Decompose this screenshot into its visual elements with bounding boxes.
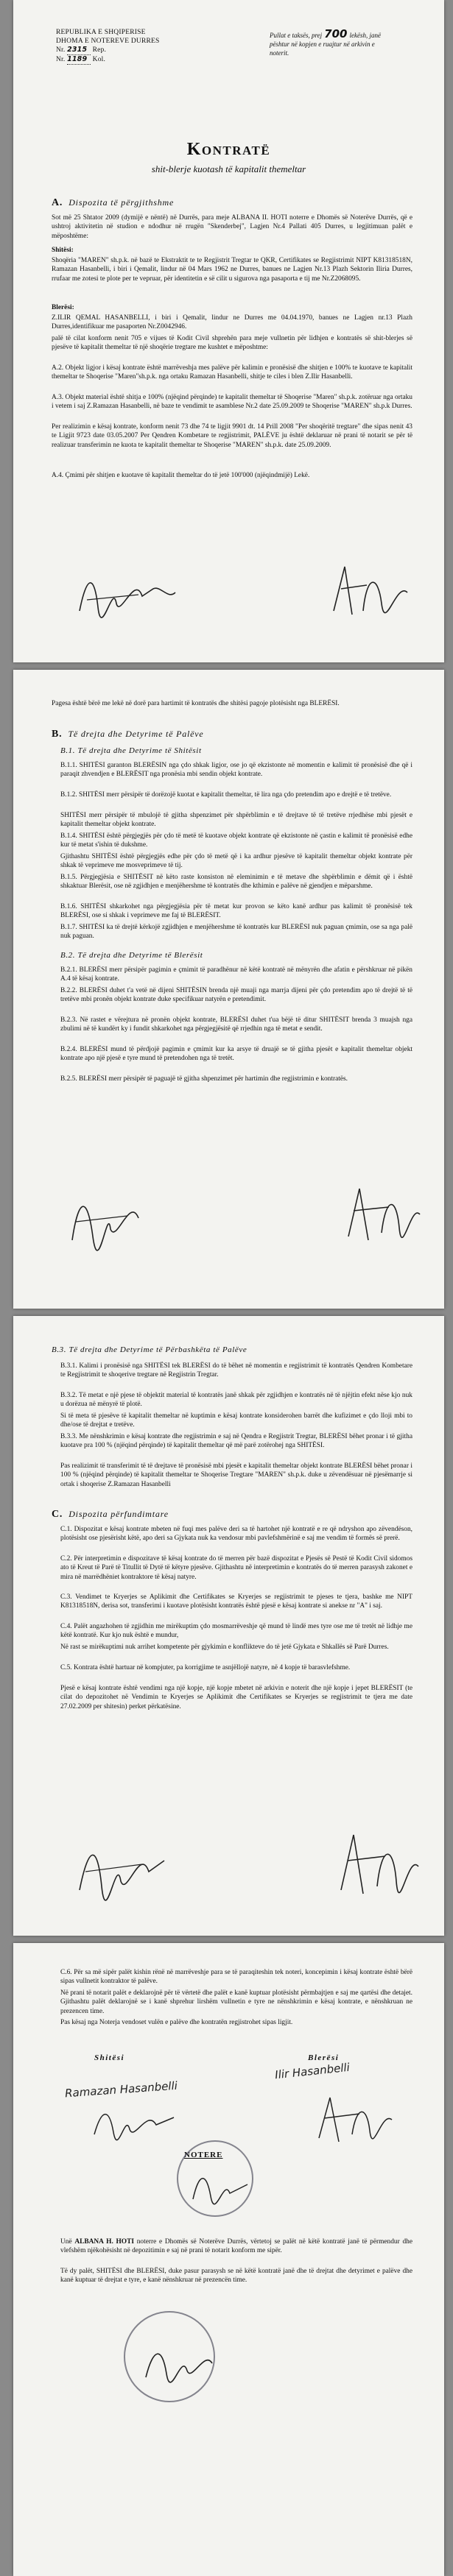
clause-c6-continued: Në prani të notarit palët e deklarojnë për të vërtetë dhe palët e kanë kuptuar plotësisht përmbajtjen e saj me qartësi dhe detajet. Gjithashtu palët deklarojnë se i kanë shprehur lirshëm vullnetin e tyre ne nënshkrimin e kësaj kontrate, e nënshkruan ne prezencen time. [60,1989,412,2015]
clause-b1-7: B.1.7. SHITËSI ka të drejtë kërkojë zgjidhjen e menjëhershme të kontratës kur BLERËSI nuk paguan çmimin, ose sa nga palë nuk paguan. [60,924,412,941]
clause-b3-3-continued: Pas realizimit të transferimit të të drejtave të pronësisë mbi pjesët e kapitalit themeltar objekt kontrate BLERËSI bëhet pronar i 100 % (njëqind përqinde) të kapitalit themeltar te Shoqerise Tregtare "MAREN" sh.p.k. duke u zëvendësuar në pjesëmarrje si ortak i shoqerise Z.Ramazan Hasanbelli [60,1462,412,1488]
buyer-signature [323,559,418,626]
clause-b1-5: B.1.5. Përgjegjësia e SHITËSIT në këto raste konsiston në eleminimin e të metave dhe shpërblimin e dëmit që i është shkaktuar Blerësit, ose në zgjidhjen e menjëhershme të kontratës dhe kthimin e palëve në gjendjen e mëparshme. [60,874,412,891]
clause-c6: C.6. Për sa më sipër palët kishin rënë në marrëveshje para se të paraqiteshin tek noteri, koncepimin i kësaj kontrate është bërë sipas vullnetit kontraktor të palëve. [60,1969,412,1986]
seller-signature [72,1831,175,1905]
clause-b2-3: B.2.3. Në rastet e vërejtura në pronën objekt kontrate, BLERËSI duhet t'ua bëjë të ditur SHITËSIT brenda 3 muajsh nga zbulimi në të kundërt ky i fundit shkarkohet nga përgjegjësitë që rrjedhin nga të metat e sendit. [60,1016,412,1033]
clause-b2-5: B.2.5. BLERËSI merr përsipër të paguajë të gjitha shpenzimet për hartimin dhe regjistrimin e kontratës. [60,1075,348,1083]
clause-b2-1: B.2.1. BLERËSI merr përsipër pagimin e çmimit të paradhënur në këtë kontratë në mënyrën dhe afatin e përshkruar në pikën A.4 të kësaj kontrate. [60,966,412,983]
clause-b2-2: B.2.2. BLERËSI duhet t'a vetë në dijeni SHITËSIN brenda një muaji nga marrja dijeni për çdo pretendim apo të drejtë të të tretëve mbi pronën objekt kontrate duke specifikuar natyrën e pretendimit. [60,987,412,1004]
clause-a3: A.3. Objekt material është shitja e 100% (njëqind përqinde) te kapitalit themeltar të Shoqerise "Maren" sh.p.k. zotëruar nga ortaku i vetem i saj Z.Ramazan Hasanbelli, në baze te vendimit te asamblese Nr.2 date 25.09.2009 te Shoqerise "MAREN" sh.p.k Durres. [52,394,412,411]
clause-b2-4: B.2.4. BLERËSI mund të përdjojë pagimin e çmimit kur ka arsye të druajë se të gjitha pjesët e kapitalit themeltar objekt kontrate apo një pjesë e tyre mund të pretendohen nga të tretët. [60,1046,412,1063]
clause-b3-2-continued: Si të meta të pjesëve të kapitalit themeltar në kuptimin e kësaj kontrate konsiderohen barrët dhe kufizimet e çdo lloji mbi to dhe/ose të drejtat e tretëve. [60,1412,412,1429]
section-c-heading: C. Dispozita përfundimtare [52,1509,169,1520]
tax-stamp-note: Pullat e taksës, prej 700 lekësh, janë pështur në kopjen e ruajtur në arkivin e noterit. [270,27,381,57]
seller-handwritten-name: Ramazan Hasanbelli [64,2078,178,2101]
seller-label: Shitësi: [52,247,74,254]
b3-heading: B.3. Të drejta dhe Detyrime të Përbashkëta të Palëve [52,1345,247,1354]
clause-b1-3: SHITËSI merr përsipër të mbulojë të gjitha shpenzimet për shpërblimin e të drejtave të të tretëve rrjedhëse mbi pjesët e kapitalit themeltar objekt kontrate. [60,812,412,829]
clause-c5-continued: Pjesë e kësaj kontrate është vendimi nga një kopje, një kopje mbetet në arkivin e noterit dhe një kopje i jepet BLERËSIT (te cilat do depozitohet në Vendimin te Kryerjes se Aplikimit dhe Certifikates se Kryerjes se regjistrimit te tjera me date 27.02.2009 per shitesin) perket përkatësine. [60,1685,412,1710]
buyer-details: Z.ILIR QEMAL HASANBELLI, i biri i Qemalit, lindur ne Durres me 04.04.1970, banues ne Lagjen nr.13 Plazh Durres,identifikuar me pasaporten Nr.Z0042946. [52,314,412,331]
seller-signature [72,567,183,626]
document-title: Kontratë [186,140,271,159]
clause-b1-2: B.1.2. SHITËSI merr përsipër të dorëzojë kuotat e kapitalit themeltar, të lira nga çdo pretendim apo e drejtë e të tretëve. [60,791,392,799]
clause-c1: C.1. Dispozitat e kësaj kontrate mbeten në fuqi mes palëve deri sa të hartohet një kontratë e re që ndryshon apo zëvendëson, plotësisht ose pjesërisht këtë, apo deri sa Gjykata nuk ka vendosur mbi pavlefshmërinë e saj me vendim të formës së prerë. [60,1526,412,1543]
document-subtitle: shit-blerje kuotash të kapitalit themeltar [151,163,306,174]
b1-heading: B.1. Të drejta dhe Detyrime të Shitësit [60,746,202,755]
contract-page-1 [13,0,444,662]
clause-c5: C.5. Kontrata është hartuar në kompjuter, pa korrigjime te asnjëllojë natyre, në 4 kopje të barasvlefshme. [60,1664,351,1671]
tax-amount-handwritten: 700 [324,27,348,40]
clause-b1-6: B.1.6. SHITËSI shkarkohet nga përgjegjësia për të metat kur provon se këto kanë ardhur pas kalimit të pronësisë tek BLERËSI, ose si shkak i veprimeve me faj të BLERËSIT. [60,903,412,920]
clause-b3-1: B.3.1. Kalimi i pronësisë nga SHITËSI tek BLERËSI do të bëhet në momentin e regjistrimit të kontratës Qendren Kombetare te Regjistrimit te shoqerive tregtare në Regjistrin Tregtar. [60,1362,412,1379]
clause-c3: C.3. Vendimet te Kryerjes se Aplikimit dhe Certifikates se Kryerjes se regjistrimit te pjeses te tjera, bashke me NIPT K81318518N, derisa sot, transferimi i kuotave plotësisht kontratës është pjesë e kësaj kontrate si anekse nr "A" i saj. [60,1593,412,1610]
contract-page-4 [13,1943,444,2576]
payment-note: Pagesa është bërë me lekë në dorë para hartimit të kontratës dhe shitësi pagoje plotësisht nga BLERËSI. [52,700,340,707]
section-b-heading: B. Të drejta dhe Detyrime të Palëve [52,729,204,740]
contract-page-3 [13,1316,444,1936]
buyer-heading: Blerësi [308,2053,340,2062]
buyer-label: Blerësi: [52,304,74,311]
clause-b1-4: B.1.4. SHITËSI është përgjegjës për çdo të metë të kuotave objekt kontrate që ekzistonte në çastin e kalimit të pronësisë edhe kur të metat s'ishin të dukshme. [60,832,412,849]
seller-details: Shoqëria "MAREN" sh.p.k. në bazë te Ekstraktit te te Regjistrit Tregtar te QKR, Certifikates se Regjistrimit NIPT K81318518N, Ramazan Hasanbelli, i biri i Qemalit, lindur në 04 Mars 1962 ne Durres, banues ne Lagjen Nr.13 Plazh Sektorin Iliria Durres, rrufaar me zotesi te plote per te vepruar, për identitetin e së cilit u sigurova nga pasaporta e tij me Nr.Z2068095. [52,257,412,283]
clause-c6-registration: Pas kësaj nga Noterja vendoset vulën e palëve dhe kontratën regjistrohet sipas ligjit. [60,2019,293,2026]
buyer-signature [308,2090,404,2149]
clause-a2: A.2. Objekt ligjor i kësaj kontrate është marrëveshja mes palëve për kalimin e pronësisë dhe shitjen e 100% te kuotave te kapitalit themeltar te Shoqerise "Maren"sh.p.k. nga ortaku Ramazan Hasanbelli, shitje te ciles i blen Z.Ilir Hasanbelli. [52,364,412,381]
section-a-heading: A. Dispozita të përgjithshme [52,197,175,208]
document-header-left [56,28,160,65]
clause-b1-4-continued: Gjithashtu SHITËSI është përgjegjës edhe për çdo të metë që i ka ardhur pjesëve të kapitalit themeltar objekt kontrate për shkak të veprimeve me mosveprimeve të tij. [60,853,412,870]
b2-heading: B.2. Të drejta dhe Detyrime të Blerësit [60,951,203,960]
clause-b3-3: B.3.3. Me nënshkrimin e kësaj kontrate dhe regjistrimin e saj në Qendra e Regjistrit Tregtar, BLERËSI bëhet pronar i të gjitha kuotave pra 100 % (njëqind përqinde) të kapitalit themeltar që më parë zotërohej nga SHITËSI. [60,1433,412,1450]
notary-attestation-continued: Të dy palët, SHITËSI dhe BLERËSI, duke pasur parasysh se në këtë kontratë janë dhe të drejtat dhe detyrimet e palëve dhe kanë kuptuar të drejtat e tyre, e kanë nënshkruar në prezencën time. [60,2268,412,2285]
clause-c4-continued: Në rast se mirëkuptimi nuk arrihet kompetente për gjykimin e konflikteve do të jetë Gjykata e Shkallës së Parë Durres. [60,1643,389,1651]
clause-c2: C.2. Për interpretimin e dispozitave të kësaj kontrate do të merren për bazë dispozitat e Pjesës së Pestë të Kodit Civil sidomos ato të Kreut të Parë të Titullit të Dytë të këtyre pjesëve. Gjithashtu në interpretimin e kontratës do të merren parasysh zakonet e mira në marrëdhëniet kontraktore të kësaj natyre. [60,1555,412,1581]
collection-number: Nr. 1189 Kol. [56,55,106,63]
repertory-number: Nr. 2315 Rep. [56,46,107,54]
notary-final-signature [138,2337,220,2388]
clause-a1: Sot më 25 Shtator 2009 (dymijë e nëntë) në Durrës, para meje ALBANA II. HOTI noterre e Dhomës së Noterëve Durrës, që e ushtroj aktivitetin në studion e ndodhur në rrugën "Skenderbej", Lagjen Nr.4 Pallati 405 Durres, u legjitimuan palët e mëposhtëme: [52,214,412,240]
clause-b1-1: B.1.1. SHITËSI garanton BLERËSIN nga çdo shkak ligjor, ose jo që ekzistonte në momentin e kalimit të pronësisë dhe që i paraqit zhvendjen e BLERËSIT nga pronësia mbi sendin objekt kontrate. [60,762,412,779]
clause-a3-continued: Per realizimin e kësaj kontrate, konform nenit 73 dhe 74 te ligjit 9901 dt. 14 Prill 2008 "Per shoqëritë tregtare" dhe sipas nenit 43 te Ligjit 9723 date 03.05.2007 Per Qendren Kombetare te regjistrimit, PALËVE ju është deklaruar në prani të notarit se për të realizuar transferimin ne kuota te kapitalit themeltar te Shoqerise "MAREN" sh.p.k. date 25.09.2009. [52,423,412,449]
notary-chamber-label: DHOMA E NOTEREVE DURRES [56,38,160,45]
notary-heading: NOTERE [184,2151,223,2159]
seller-signature [87,2101,183,2145]
buyer-signature [337,1178,426,1251]
notary-attestation: Unë ALBANA H. HOTI noterre e Dhomës së Noterëve Durrës, vërtetoj se palët në këtë kontratë janë të përmendur dhe vlefshëm njëkohësisht në depozitimin e saj në prani të notarit konform me sipër. [60,2238,412,2255]
seller-signature [65,1185,153,1251]
buyer-handwritten-name: Ilir Hasanbelli [274,2060,351,2082]
clause-c4: C.4. Palët angazhohen të zgjidhin me mirëkuptim çdo mosmarrëveshje që mund të lindë mes tyre ose me të tretët në lidhje me këtë kontratë. Kur kjo nuk është e mundur, [60,1623,412,1640]
parties-declaration: palë të cilat konform nenit 705 e vijues të Kodit Civil shprehën para meje vullnetin për lidhjen e kontratës së shit-blerjes së pjesëve të kapitalit themeltar të një shoqërie tregtare me kushtet e mëposhtme: [52,335,412,352]
contract-page-2 [13,670,444,1309]
clause-b3-2: B.3.2. Të metat e një pjese të objektit material të kontratës janë shkak për zgjidhjen e kontratës në të njëjtin efekt nëse kjo nuk u dorëzua në mënyrë të plotë. [60,1392,412,1409]
clause-a4: A.4. Çmimi për shitjen e kuotave të kapitalit themeltar do të jetë 100'000 (njëqindmijë) Lekë. [52,472,310,479]
republic-label: REPUBLIKA E SHQIPERISE [56,29,146,36]
seller-heading: Shitësi [94,2053,125,2062]
buyer-signature [330,1824,426,1905]
notary-signature [187,2164,253,2208]
